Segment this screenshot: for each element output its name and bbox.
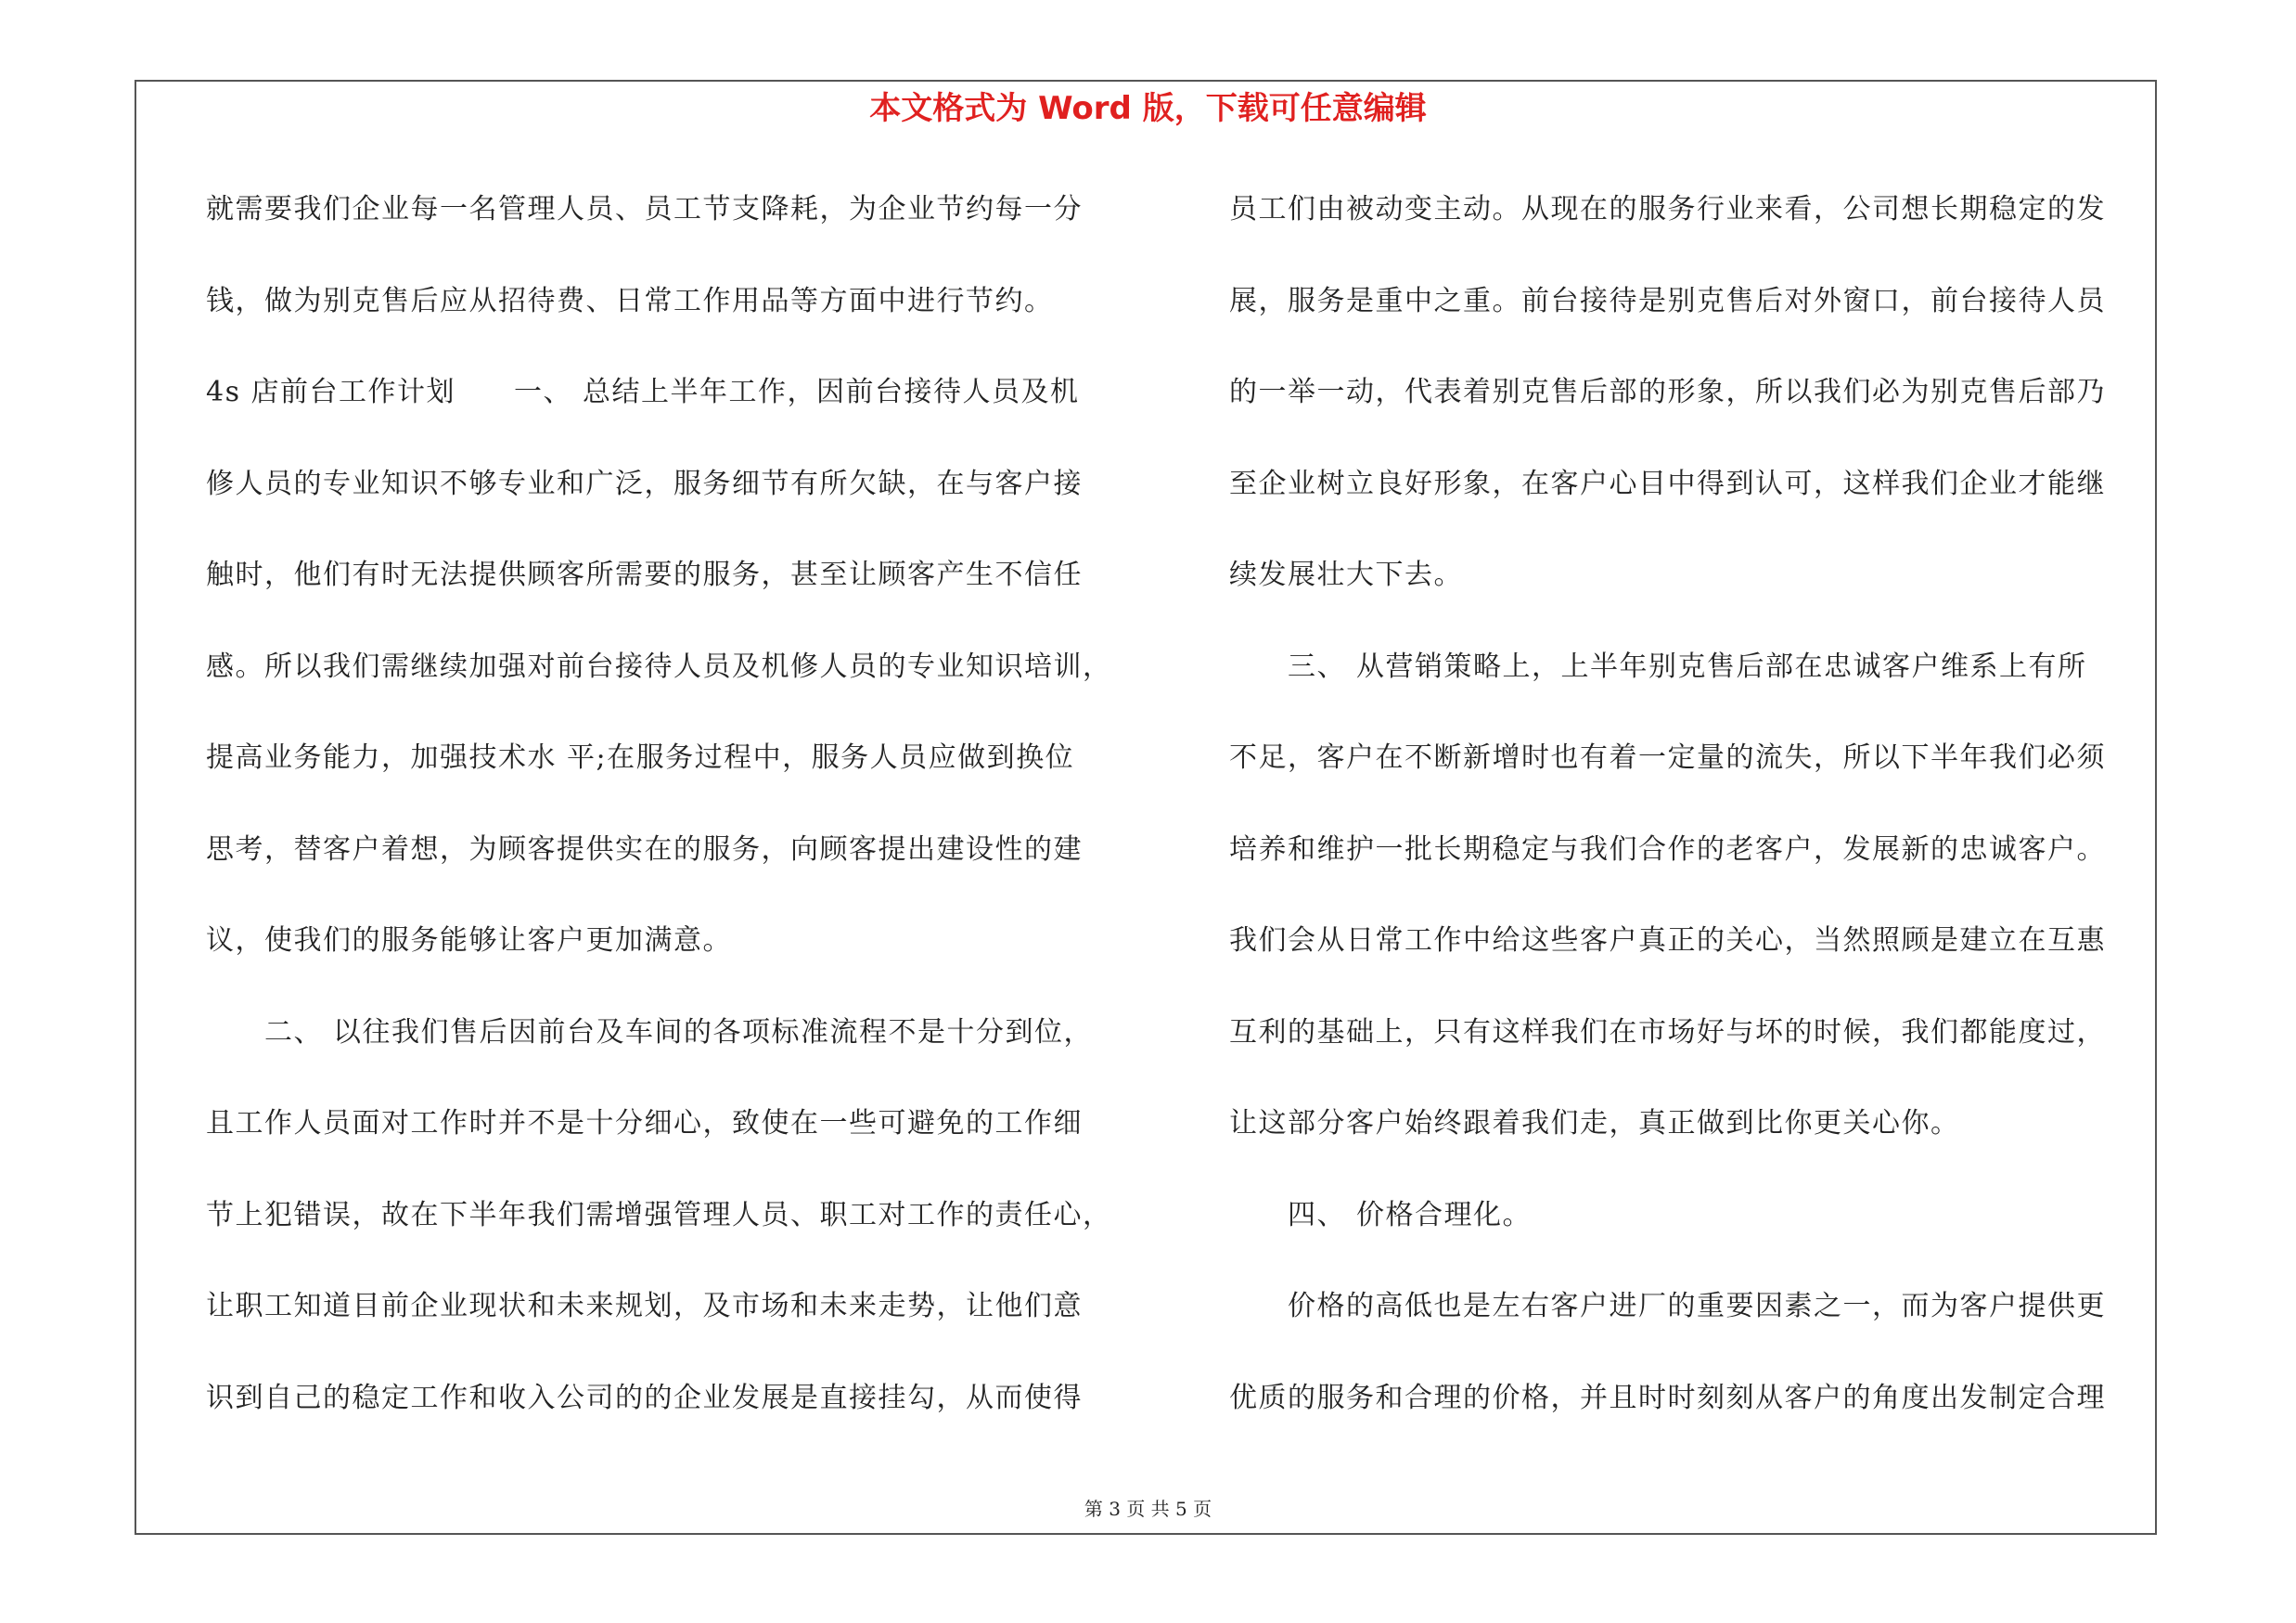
text-line: 至企业树立良好形象，在客户心目中得到认可，这样我们企业才能继: [1229, 467, 2106, 500]
format-banner: 本文格式为 Word 版，下载可任意编辑: [869, 90, 1427, 127]
text-line: 的一举一动，代表着别克售后部的形象，所以我们必为别克售后部乃: [1229, 376, 2106, 408]
text-line: 思考，替客户着想，为顾客提供实在的服务，向顾客提出建设性的建: [206, 832, 1083, 866]
text-line: 且工作人员面对工作时并不是十分细心，致使在一些可避免的工作细: [206, 1107, 1083, 1140]
text-line: 节上犯错误，故在下半年我们需增强管理人员、职工对工作的责任心，: [206, 1198, 1112, 1231]
text-line: 优质的服务和合理的价格，并且时时刻刻从客户的角度出发制定合理: [1229, 1381, 2106, 1414]
text-line: 三、 从营销策略上，上半年别克售后部在忠诚客户维系上有所: [1229, 650, 2087, 683]
text-line: 四、 价格合理化。: [1229, 1198, 1533, 1231]
text-line: 让这部分客户始终跟着我们走，真正做到比你更关心你。: [1229, 1107, 1960, 1140]
left-text-column: [206, 182, 1143, 1462]
right-text-column: [1229, 182, 2161, 1462]
text-line: 让职工知道目前企业现状和未来规划，及市场和未来走势，让他们意: [206, 1290, 1083, 1322]
text-line: 价格的高低也是左右客户进厂的重要因素之一，而为客户提供更: [1229, 1290, 2106, 1322]
text-line: 钱，做为别克售后应从招待费、日常工作用品等方面中进行节约。: [206, 284, 1054, 317]
text-line: 感。所以我们需继续加强对前台接待人员及机修人员的专业知识培训，: [206, 650, 1112, 683]
text-line: 4s 店前台工作计划 一、 总结上半年工作，因前台接待人员及机: [206, 376, 1080, 408]
text-line: 修人员的专业知识不够专业和广泛，服务细节有所欠缺，在与客户接: [206, 467, 1083, 500]
text-line: 就需要我们企业每一名管理人员、员工节支降耗，为企业节约每一分: [206, 193, 1083, 225]
text-line: 提高业务能力，加强技术水 平;在服务过程中，服务人员应做到换位: [206, 741, 1075, 774]
text-line: 培养和维护一批长期稳定与我们合作的老客户，发展新的忠诚客户。: [1229, 832, 2106, 866]
text-line: 员工们由被动变主动。从现在的服务行业来看，公司想长期稳定的发: [1229, 193, 2106, 225]
page-number: 第 3 页 共 5 页: [1084, 1498, 1212, 1520]
text-line: 触时，他们有时无法提供顾客所需要的服务，甚至让顾客产生不信任: [206, 559, 1083, 591]
text-line: 不足，客户在不断新增时也有着一定量的流失，所以下半年我们必须: [1229, 741, 2106, 774]
text-line: 续发展壮大下去。: [1229, 559, 1463, 591]
text-line: 互利的基础上，只有这样我们在市场好与坏的时候，我们都能度过，: [1229, 1015, 2106, 1049]
text-line: 议，使我们的服务能够让客户更加满意。: [206, 924, 732, 957]
text-line: 二、 以往我们售后因前台及车间的各项标准流程不是十分到位，: [206, 1015, 1094, 1049]
text-line: 我们会从日常工作中给这些客户真正的关心，当然照顾是建立在互惠: [1229, 924, 2106, 957]
text-line: 展，服务是重中之重。前台接待是别克售后对外窗口，前台接待人员: [1229, 284, 2106, 317]
text-line: 识到自己的稳定工作和收入公司的的企业发展是直接挂勾，从而使得: [206, 1381, 1083, 1414]
